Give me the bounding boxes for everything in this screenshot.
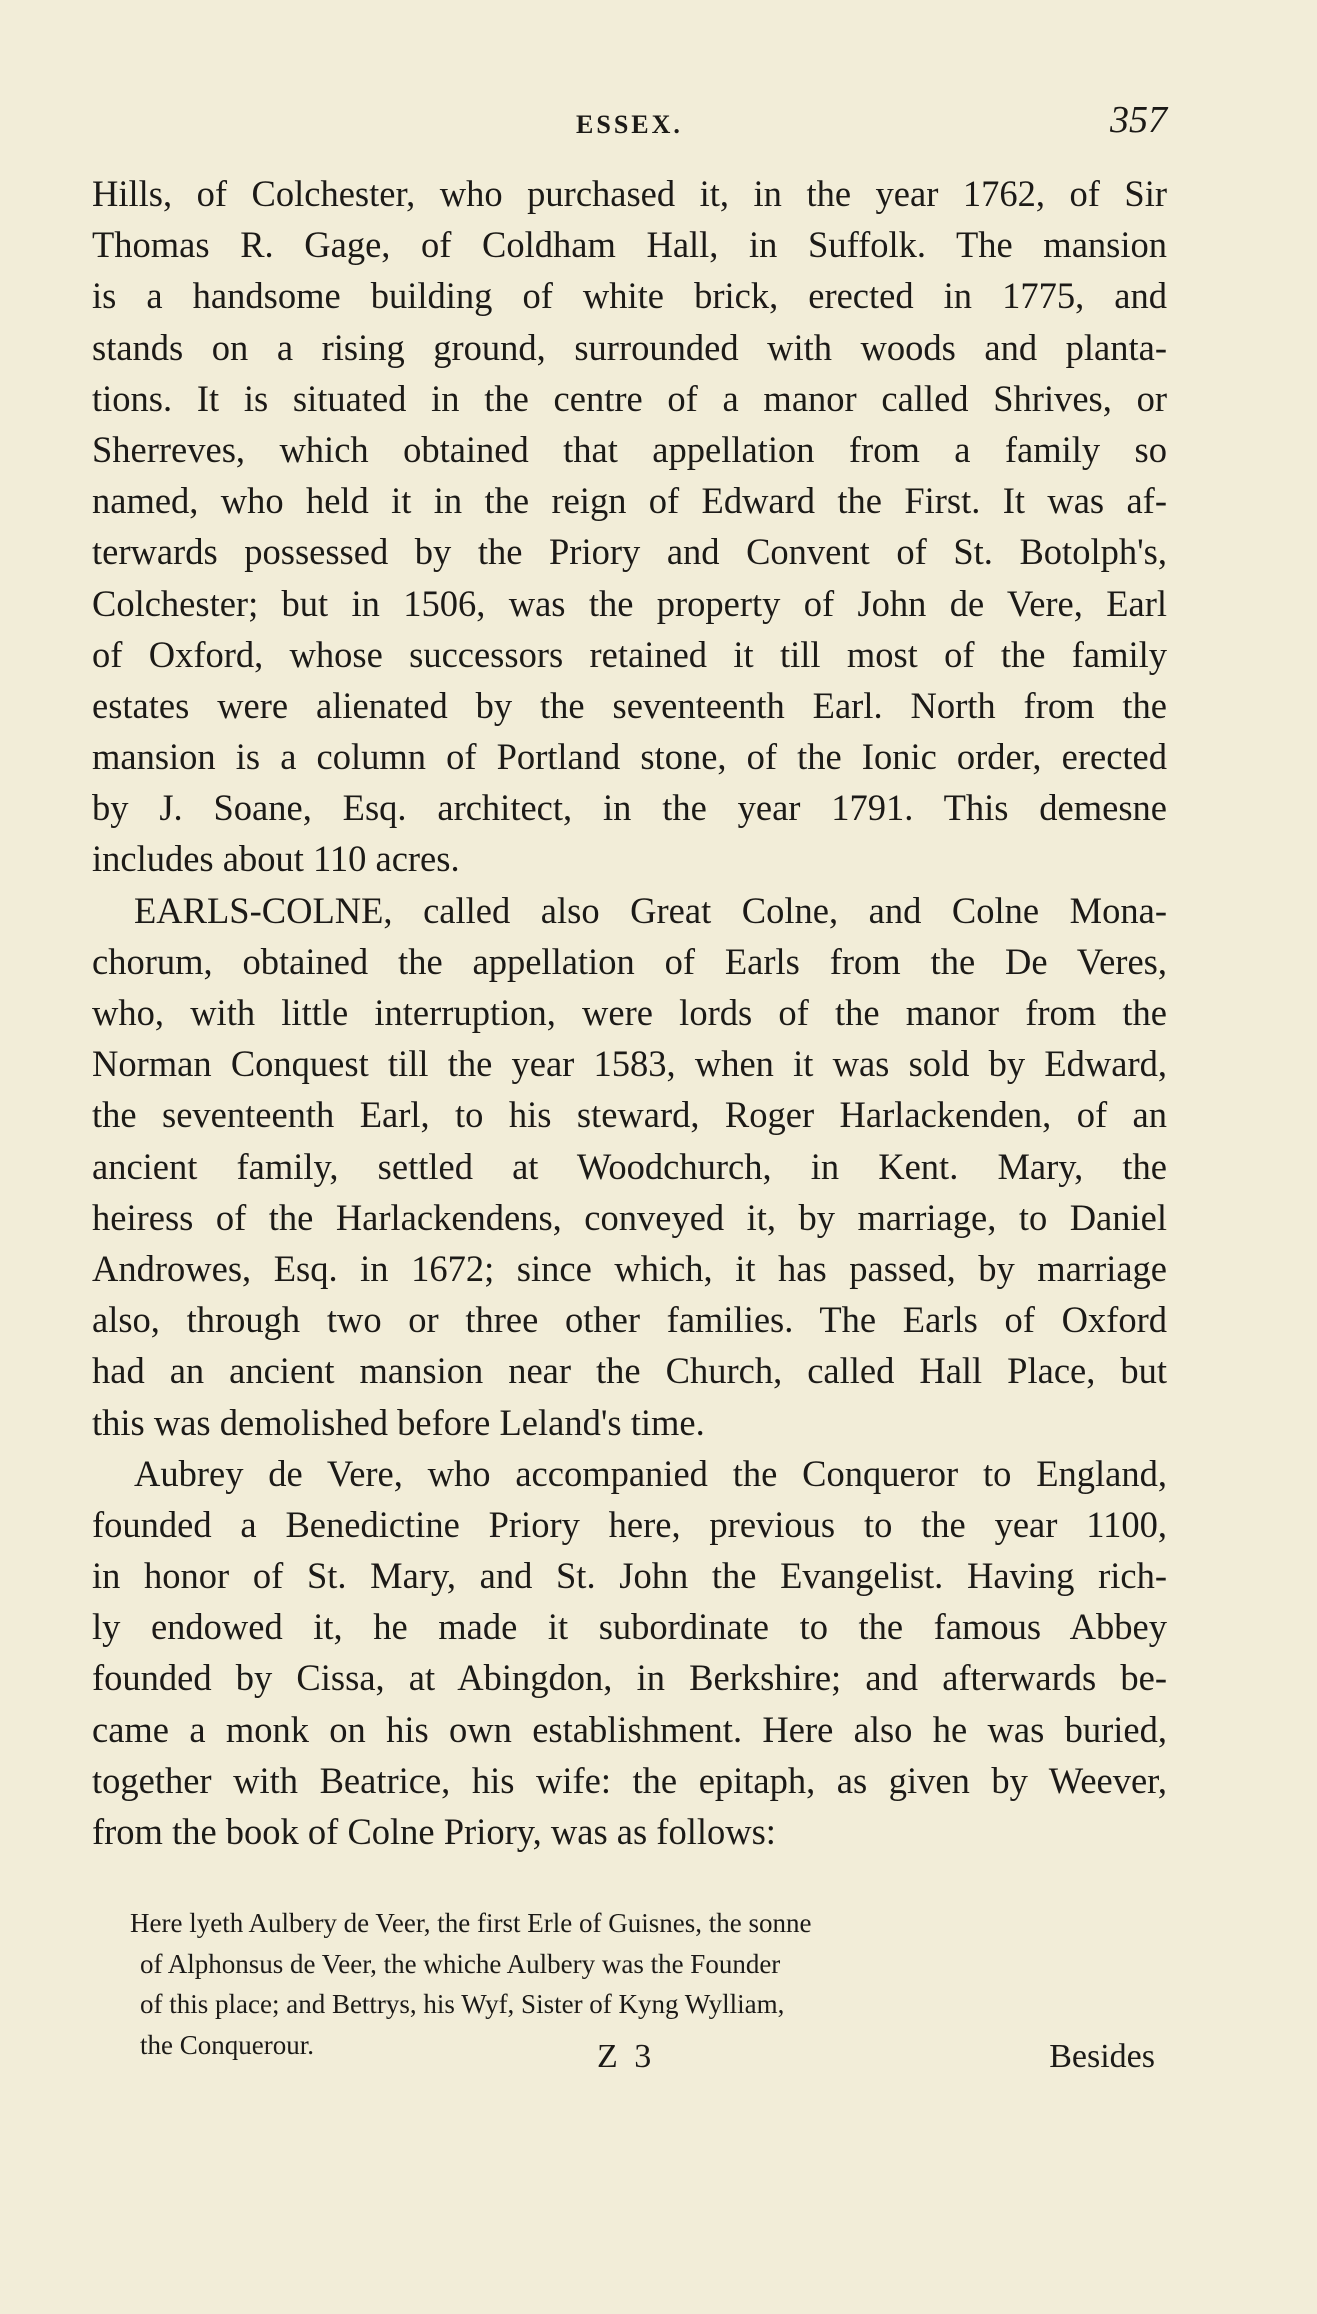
page-footer bbox=[92, 2038, 1167, 2098]
text-line: who, with little interruption, were lords of the manor from the bbox=[92, 992, 1167, 1033]
catchword: Besides bbox=[1049, 2038, 1155, 2075]
text-line: Thomas R. Gage, of Coldham Hall, in Suffolk. The mansion bbox=[92, 224, 1167, 266]
text-line: of Oxford, whose successors retained it till most of the family bbox=[92, 633, 1167, 675]
text-line: had an ancient mansion near the Church, called Hall Place, but bbox=[92, 1350, 1167, 1392]
text-line: ly endowed it, he made it subordinate to the famous Abbey bbox=[92, 1606, 1167, 1648]
body-text bbox=[92, 168, 1167, 1857]
text-line: tions. It is situated in the centre of a manor called Shrives, or bbox=[92, 377, 1167, 419]
text-line: also, through two or three other families. The Earls of Oxford bbox=[92, 1299, 1167, 1341]
epitaph-line: of this place; and Bettrys, his Wyf, Sister of Kyng Wylliam, bbox=[140, 1989, 785, 2019]
text-line: heiress of the Harlackendens, conveyed it, by marriage, to Daniel bbox=[92, 1196, 1167, 1238]
text-line: together with Beatrice, his wife: the epitaph, as given by Weever, bbox=[92, 1759, 1167, 1801]
text-line: mansion is a column of Portland stone, of the Ionic order, erected bbox=[92, 736, 1167, 778]
text-line: chorum, obtained the appellation of Earls from the De Veres, bbox=[92, 940, 1167, 982]
text-line: from the book of Colne Priory, was as follows: bbox=[92, 1811, 776, 1852]
epitaph-line: the Conquerour. bbox=[140, 2029, 314, 2060]
text-line: Colchester; but in 1506, was the property of John de Vere, Earl bbox=[92, 582, 1167, 624]
text-line: Aubrey de Vere, who accompanied the Conqueror to England, bbox=[134, 1452, 1167, 1494]
text-line: named, who held it in the reign of Edward the First. It was af- bbox=[92, 480, 1167, 522]
text-line: founded a Benedictine Priory here, previous to the year 1100, bbox=[92, 1503, 1167, 1545]
page-header bbox=[92, 98, 1167, 158]
text-line: stands on a rising ground, surrounded with woods and planta- bbox=[92, 326, 1167, 368]
text-line: founded by Cissa, at Abingdon, in Berkshire; and afterwards be- bbox=[92, 1657, 1167, 1699]
epitaph-line: Here lyeth Aulbery de Veer, the first Erle of Guisnes, the sonne bbox=[130, 1908, 812, 1938]
text-line: this was demolished before Leland's time. bbox=[92, 1401, 705, 1443]
page-number: 357 bbox=[1110, 99, 1167, 141]
text-line: Hills, of Colchester, who purchased it, in the year 1762, of Sir bbox=[92, 173, 1167, 214]
signature-mark: Z 3 bbox=[597, 2038, 656, 2075]
text-line: in honor of St. Mary, and St. John the Evangelist. Having rich- bbox=[92, 1555, 1167, 1597]
text-line: is a handsome building of white brick, erected in 1775, and bbox=[92, 275, 1167, 317]
epitaph-line: of Alphonsus de Veer, the whiche Aulbery was the Founder bbox=[140, 1948, 781, 1979]
text-line: terwards possessed by the Priory and Convent of St. Botolph's, bbox=[92, 531, 1167, 573]
text-line: the seventeenth Earl, to his steward, Roger Harlackenden, of an bbox=[92, 1094, 1167, 1136]
text-line: Sherreves, which obtained that appellation from a family so bbox=[92, 428, 1167, 470]
text-line: estates were alienated by the seventeenth Earl. North from the bbox=[92, 684, 1167, 726]
text-line: by J. Soane, Esq. architect, in the year 1791. This demesne bbox=[92, 787, 1167, 829]
text-line: came a monk on his own establishment. Here also he was buried, bbox=[92, 1708, 1167, 1750]
text-line: EARLS-COLNE, called also Great Colne, and Colne Mona- bbox=[134, 889, 1167, 931]
text-line: includes about 110 acres. bbox=[92, 838, 460, 880]
running-head: ESSEX. bbox=[576, 110, 683, 139]
text-line: Androwes, Esq. in 1672; since which, it has passed, by marriage bbox=[92, 1247, 1167, 1289]
text-line: ancient family, settled at Woodchurch, in Kent. Mary, the bbox=[92, 1145, 1167, 1187]
text-line: Norman Conquest till the year 1583, when it was sold by Edward, bbox=[92, 1043, 1167, 1085]
